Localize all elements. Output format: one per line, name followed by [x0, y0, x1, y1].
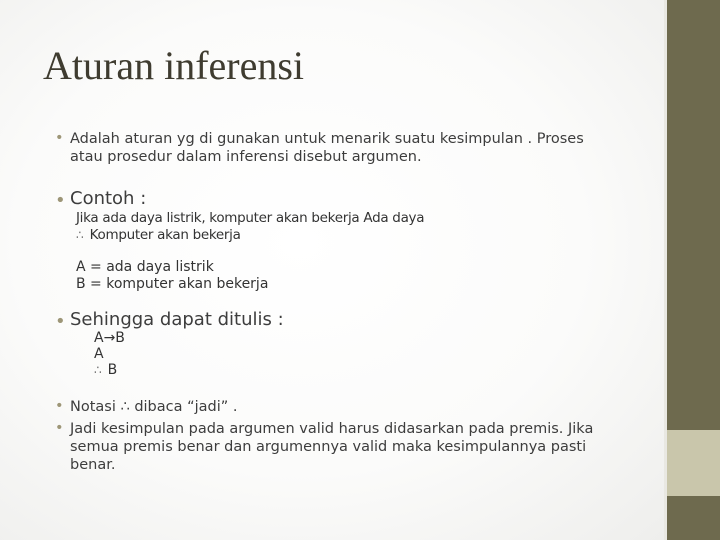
formula-conclusion: ∴ B: [94, 362, 118, 378]
bullet-notasi: Notasi ∴ dibaca “jadi” .: [70, 399, 238, 415]
bullet-sehingga: Sehingga dapat ditulis :: [70, 309, 284, 330]
conclusion-line-2: semua premis benar dan argumennya valid maka kesimpulannya pasti: [70, 439, 587, 455]
definition-line-2: atau prosedur dalam inferensi disebut argumen.: [70, 149, 422, 165]
bullet-icon: •: [55, 190, 66, 211]
conclusion-line-3: benar.: [70, 457, 116, 473]
sidebar-accent: [667, 430, 720, 496]
bullet-icon: •: [55, 311, 66, 332]
bullet-icon: •: [55, 130, 64, 146]
definition-a: A = ada daya listrik: [76, 259, 214, 275]
bullet-contoh: Contoh :: [70, 188, 147, 209]
bullet-icon: •: [55, 420, 64, 436]
conclusion-line-1: Jadi kesimpulan pada argumen valid harus didasarkan pada premis. Jika: [70, 421, 594, 437]
formula-implication: A→B: [94, 330, 125, 346]
formula-premise: A: [94, 346, 104, 362]
example-line-1: Jika ada daya listrik, komputer akan bekerja Ada daya: [76, 210, 425, 226]
example-line-2: ∴ Komputer akan bekerja: [76, 227, 241, 243]
bullet-definition: [70, 130, 584, 166]
therefore-icon: ∴: [94, 363, 102, 377]
definition-line-1: Adalah aturan yg di gunakan untuk menarik suatu kesimpulan . Proses: [70, 131, 584, 147]
definition-b: B = komputer akan bekerja: [76, 276, 269, 292]
bullet-icon: •: [55, 398, 64, 414]
therefore-icon: ∴: [76, 228, 84, 242]
slide-title: Aturan inferensi: [43, 43, 305, 88]
bullet-conclusion: [70, 420, 593, 474]
